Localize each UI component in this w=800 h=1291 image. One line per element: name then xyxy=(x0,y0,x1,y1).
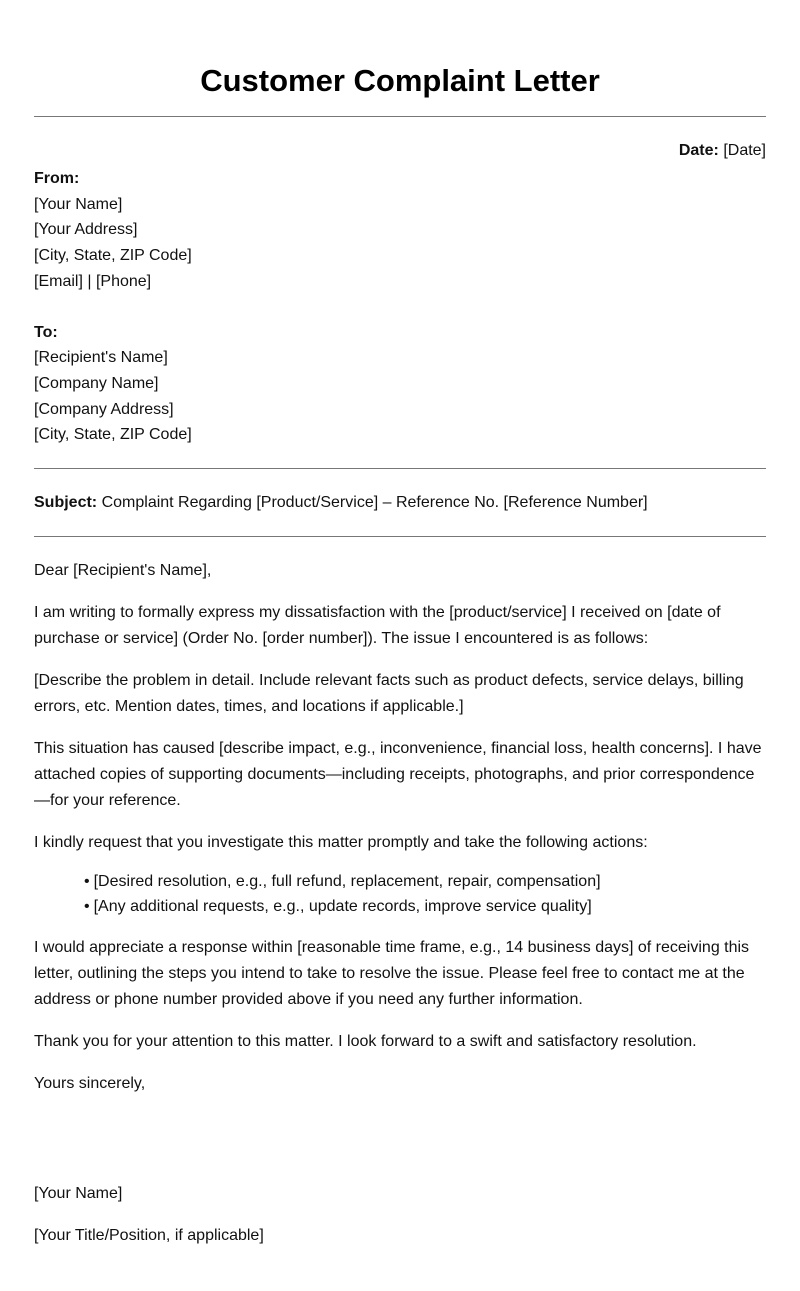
title-divider xyxy=(34,116,766,117)
recipient-company: [Company Name] xyxy=(34,374,159,392)
sender-block xyxy=(34,166,766,295)
sender-address: [Your Address] xyxy=(34,221,138,239)
list-item: • [Desired resolution, e.g., full refund, replacement, repair, compensation] xyxy=(84,869,766,894)
sender-label: From: xyxy=(34,170,80,187)
recipient-label: To: xyxy=(34,323,58,341)
document-title: Customer Complaint Letter xyxy=(200,63,600,98)
date-label: Date: xyxy=(678,142,719,159)
signature-title: [Your Title/Position, if applicable] xyxy=(34,1227,264,1245)
body-paragraph: I am writing to formally express my dissatisfaction with the [product/service] I received on [date of purchase or service] (Order No. [order number]). The issue I encountered is as follows: xyxy=(34,604,721,648)
recipient-name: [Recipient's Name] xyxy=(34,349,168,367)
requested-actions-list xyxy=(34,869,766,919)
body-paragraph: I kindly request that you investigate this matter promptly and take the following actions: xyxy=(34,834,648,852)
recipient-city-state-zip: [City, State, ZIP Code] xyxy=(34,426,192,444)
sender-city-state-zip: [City, State, ZIP Code] xyxy=(34,247,192,265)
salutation: Dear [Recipient's Name], xyxy=(34,562,212,580)
subject-divider xyxy=(34,536,766,537)
recipient-company-address: [Company Address] xyxy=(34,400,174,418)
sender-contact: [Email] | [Phone] xyxy=(34,272,152,290)
subject-text: Complaint Regarding [Product/Service] – Reference No. [Reference Number] xyxy=(101,494,648,512)
subject-line xyxy=(34,493,766,513)
body-paragraph: I would appreciate a response within [reasonable time frame, e.g., 14 business days] of receiving this letter, outlining the steps you intend to take to resolve the issue. Please feel free to contact me at the address or phone number provided above if you need any further information. xyxy=(34,939,750,1009)
body-paragraph: This situation has caused [describe impact, e.g., inconvenience, financial loss, health concerns]. I have attached copies of supporting documents—including receipts, photographs, and prior correspondence—for your reference. xyxy=(34,740,762,810)
list-item: • [Any additional requests, e.g., update records, improve service quality] xyxy=(84,894,766,919)
date-line xyxy=(34,141,766,161)
closing: Yours sincerely, xyxy=(34,1075,146,1093)
letter-body xyxy=(34,558,766,1249)
subject-label: Subject: xyxy=(34,494,98,512)
body-paragraph: Thank you for your attention to this matter. I look forward to a swift and satisfactory resolution. xyxy=(34,1033,697,1051)
body-paragraph: [Describe the problem in detail. Include relevant facts such as product defects, service delays, billing errors, etc. Mention dates, times, and locations if applicable.] xyxy=(34,672,744,716)
address-divider xyxy=(34,468,766,469)
sender-name: [Your Name] xyxy=(34,195,123,213)
signature-name: [Your Name] xyxy=(34,1185,123,1203)
recipient-block xyxy=(34,320,766,449)
date-value: [Date] xyxy=(723,142,766,159)
